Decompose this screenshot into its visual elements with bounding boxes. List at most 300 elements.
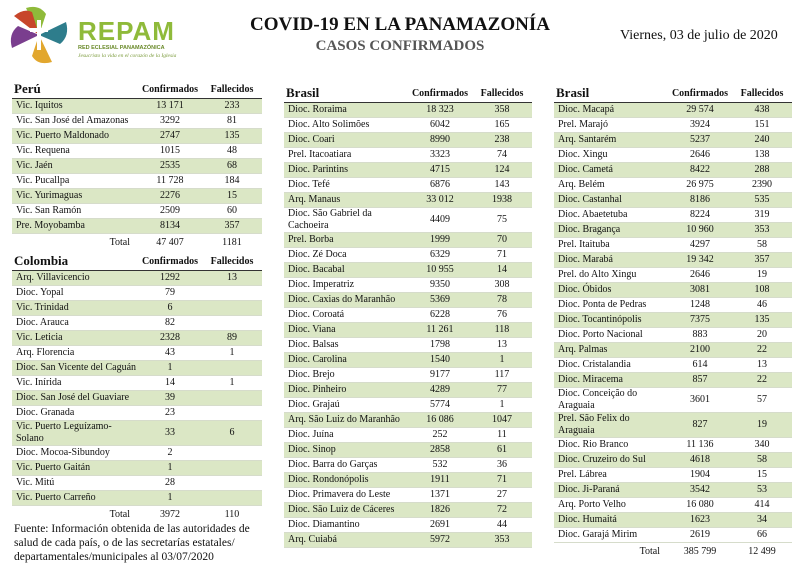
table-row <box>554 238 792 253</box>
diocese-name: Dioc. Bragança <box>554 223 668 238</box>
confirmed-value: 11 728 <box>138 174 202 189</box>
confirmed-value: 13 171 <box>138 99 202 114</box>
diocese-name: Dioc. Juína <box>284 428 408 443</box>
colombia-table <box>12 252 262 524</box>
table-row <box>12 331 262 346</box>
confirmed-value: 1 <box>138 461 202 476</box>
table-row <box>284 533 532 548</box>
page-subtitle: CASOS CONFIRMADOS <box>315 38 485 54</box>
table-row <box>284 133 532 148</box>
table-row <box>284 353 532 368</box>
confirmed-value: 11 261 <box>408 323 472 338</box>
confirmed-value: 2509 <box>138 204 202 219</box>
table-row <box>554 133 792 148</box>
deaths-value: 135 <box>202 129 262 144</box>
diocese-name: Arq. Palmas <box>554 343 668 358</box>
diocese-name: Dioc. Porto Nacional <box>554 328 668 343</box>
deaths-value: 414 <box>732 498 792 513</box>
confirmed-value: 3601 <box>668 388 732 413</box>
confirmed-value: 3292 <box>138 114 202 129</box>
diocese-name: Arq. Florencia <box>12 346 138 361</box>
total-deaths: 12 499 <box>748 546 776 557</box>
table-row <box>12 219 262 234</box>
diocese-name: Dioc. San José del Guaviare <box>12 391 138 406</box>
diocese-name: Dioc. Cametá <box>554 163 668 178</box>
table-row <box>284 148 532 163</box>
table-row <box>554 358 792 373</box>
table-row <box>284 308 532 323</box>
confirmed-value: 532 <box>408 458 472 473</box>
diocese-name: Arq. São Luiz do Maranhão <box>284 413 408 428</box>
deaths-value: 124 <box>472 163 532 178</box>
confirmed-value: 14 <box>138 376 202 391</box>
deaths-value: 20 <box>732 328 792 343</box>
confirmed-value: 6876 <box>408 178 472 193</box>
table-header <box>12 80 262 99</box>
table-row <box>284 488 532 503</box>
diocese-name: Dioc. Conceição do Araguaia <box>554 388 668 413</box>
deaths-value: 358 <box>472 103 532 118</box>
deaths-value: 71 <box>472 248 532 263</box>
diocese-name: Arq. Cuiabá <box>284 533 408 548</box>
table-row <box>12 446 262 461</box>
confirmed-value: 7375 <box>668 313 732 328</box>
diocese-name: Dioc. Brejo <box>284 368 408 383</box>
confirmed-value: 2858 <box>408 443 472 458</box>
table-row <box>284 338 532 353</box>
diocese-name: Dioc. Sinop <box>284 443 408 458</box>
table-row <box>554 223 792 238</box>
deaths-value: 60 <box>202 204 262 219</box>
deaths-value: 14 <box>472 263 532 278</box>
diocese-name: Dioc. Arauca <box>12 316 138 331</box>
deaths-value: 1 <box>472 353 532 368</box>
deaths-value: 1 <box>202 376 262 391</box>
deaths-value: 66 <box>732 528 792 543</box>
diocese-name: Vic. Puerto Gaitán <box>12 461 138 476</box>
deaths-header: Fallecidos <box>202 252 262 271</box>
table-header <box>284 84 532 103</box>
table-body <box>284 103 532 548</box>
deaths-value: 58 <box>732 453 792 468</box>
diocese-name: Vic. Jaén <box>12 159 138 174</box>
table-row <box>12 144 262 159</box>
confirmed-value: 5774 <box>408 398 472 413</box>
deaths-value: 184 <box>202 174 262 189</box>
diocese-name: Vic. Mitú <box>12 476 138 491</box>
deaths-value: 143 <box>472 178 532 193</box>
table-row <box>554 193 792 208</box>
table-row <box>12 406 262 421</box>
diocese-name: Dioc. Viana <box>284 323 408 338</box>
deaths-value <box>202 316 262 331</box>
table-row <box>554 118 792 133</box>
confirmed-value: 28 <box>138 476 202 491</box>
confirmed-header: Confirmados <box>138 80 202 99</box>
confirmed-value: 16 080 <box>668 498 732 513</box>
confirmed-value: 3542 <box>668 483 732 498</box>
diocese-name: Dioc. Barra do Garças <box>284 458 408 473</box>
diocese-name: Dioc. Garajá Mirim <box>554 528 668 543</box>
table-row <box>554 498 792 513</box>
confirmed-value: 6329 <box>408 248 472 263</box>
deaths-value: 535 <box>732 193 792 208</box>
deaths-value: 76 <box>472 308 532 323</box>
diocese-name: Vic. Leticia <box>12 331 138 346</box>
confirmed-value: 2747 <box>138 129 202 144</box>
diocese-name: Dioc. Ponta de Pedras <box>554 298 668 313</box>
diocese-name: Vic. Puerto Carreño <box>12 491 138 506</box>
diocese-name: Prel. Itacoatiara <box>284 148 408 163</box>
total-confirmed: 3972 <box>160 509 180 520</box>
deaths-value: 108 <box>732 283 792 298</box>
table-row <box>284 163 532 178</box>
diocese-name: Prel. Borba <box>284 233 408 248</box>
deaths-value <box>202 361 262 376</box>
diocese-name: Vic. San José del Amazonas <box>12 114 138 129</box>
table-row <box>12 376 262 391</box>
table-row <box>554 483 792 498</box>
diocese-name: Dioc. Cristalandia <box>554 358 668 373</box>
table-row <box>284 428 532 443</box>
confirmed-value: 2646 <box>668 268 732 283</box>
table-row <box>554 178 792 193</box>
total-label: Total <box>109 237 130 248</box>
deaths-value: 36 <box>472 458 532 473</box>
table-row <box>554 298 792 313</box>
logo-tagline: Jesucristo la vida en el corazón de la Iglesia <box>78 53 177 59</box>
deaths-value: 438 <box>732 103 792 118</box>
confirmed-value: 11 136 <box>668 438 732 453</box>
deaths-value: 6 <box>202 421 262 446</box>
confirmed-value: 1540 <box>408 353 472 368</box>
deaths-value: 319 <box>732 208 792 223</box>
deaths-value: 11 <box>472 428 532 443</box>
deaths-value: 57 <box>732 388 792 413</box>
deaths-value: 48 <box>202 144 262 159</box>
confirmed-value: 18 323 <box>408 103 472 118</box>
diocese-name: Dioc. Xingu <box>554 148 668 163</box>
diocese-name: Dioc. São Gabriel da Cachoeira <box>284 208 408 233</box>
diocese-name: Dioc. São Luiz de Cáceres <box>284 503 408 518</box>
deaths-value <box>202 301 262 316</box>
confirmed-value: 4289 <box>408 383 472 398</box>
confirmed-value: 79 <box>138 286 202 301</box>
diocese-name: Dioc. Imperatriz <box>284 278 408 293</box>
diocese-name: Dioc. Coroatá <box>284 308 408 323</box>
table-row <box>284 443 532 458</box>
logo-text: REPAM <box>78 16 175 46</box>
table-body <box>12 99 262 253</box>
header-row <box>12 252 262 271</box>
diocese-name: Arq. Belém <box>554 178 668 193</box>
confirmed-value: 1248 <box>668 298 732 313</box>
table-row <box>12 391 262 406</box>
confirmed-value: 9177 <box>408 368 472 383</box>
table-row <box>12 361 262 376</box>
deaths-value: 165 <box>472 118 532 133</box>
report-date: Viernes, 03 de julio de 2020 <box>620 28 778 43</box>
confirmed-value: 2691 <box>408 518 472 533</box>
confirmed-header: Confirmados <box>668 84 732 103</box>
diocese-name: Dioc. Abaetetuba <box>554 208 668 223</box>
deaths-value: 1938 <box>472 193 532 208</box>
diocese-name: Dioc. San Vicente del Caguán <box>12 361 138 376</box>
diocese-name: Dioc. Castanhal <box>554 193 668 208</box>
deaths-value: 71 <box>472 473 532 488</box>
diocese-name: Dioc. Rondonópolis <box>284 473 408 488</box>
confirmed-value: 3924 <box>668 118 732 133</box>
table-row <box>284 473 532 488</box>
confirmed-value: 2535 <box>138 159 202 174</box>
table-body <box>12 271 262 525</box>
deaths-value: 357 <box>202 219 262 234</box>
confirmed-value: 6228 <box>408 308 472 323</box>
total-confirmed: 385 799 <box>683 546 717 557</box>
diocese-name: Dioc. Miracema <box>554 373 668 388</box>
table-row <box>554 413 792 438</box>
diocese-name: Dioc. Pinheiro <box>284 383 408 398</box>
diocese-name: Vic. San Ramón <box>12 204 138 219</box>
deaths-value: 1 <box>472 398 532 413</box>
deaths-value: 34 <box>732 513 792 528</box>
deaths-value: 118 <box>472 323 532 338</box>
table-row <box>284 118 532 133</box>
table-row <box>284 248 532 263</box>
deaths-value: 15 <box>202 189 262 204</box>
diocese-name: Dioc. Tefé <box>284 178 408 193</box>
table-row <box>284 368 532 383</box>
confirmed-value: 1623 <box>668 513 732 528</box>
diocese-name: Vic. Iquitos <box>12 99 138 114</box>
deaths-value: 53 <box>732 483 792 498</box>
deaths-value: 13 <box>732 358 792 373</box>
table-row <box>554 328 792 343</box>
confirmed-value: 1371 <box>408 488 472 503</box>
deaths-value: 151 <box>732 118 792 133</box>
diocese-name: Dioc. Carolina <box>284 353 408 368</box>
deaths-value: 19 <box>732 268 792 283</box>
deaths-value <box>202 491 262 506</box>
table-row <box>284 278 532 293</box>
total-label: Total <box>639 546 660 557</box>
confirmed-value: 10 960 <box>668 223 732 238</box>
total-confirmed: 47 407 <box>156 237 184 248</box>
table-row <box>284 413 532 428</box>
table-row <box>12 271 262 286</box>
deaths-value: 2390 <box>732 178 792 193</box>
diocese-name: Arq. Santarém <box>554 133 668 148</box>
deaths-value <box>202 391 262 406</box>
deaths-header: Fallecidos <box>202 80 262 99</box>
table-row <box>554 388 792 413</box>
confirmed-value: 857 <box>668 373 732 388</box>
deaths-value: 1 <box>202 346 262 361</box>
diocese-name: Prel. Lábrea <box>554 468 668 483</box>
deaths-value: 13 <box>472 338 532 353</box>
diocese-name: Prel. Marajó <box>554 118 668 133</box>
diocese-name: Dioc. Coari <box>284 133 408 148</box>
deaths-value: 19 <box>732 413 792 438</box>
table-row <box>554 253 792 268</box>
confirmed-value: 4409 <box>408 208 472 233</box>
confirmed-value: 8990 <box>408 133 472 148</box>
table-row <box>284 323 532 338</box>
country-name: Colombia <box>12 252 138 271</box>
confirmed-value: 8134 <box>138 219 202 234</box>
confirmed-value: 2619 <box>668 528 732 543</box>
page-title: COVID-19 EN LA PANAMAZONÍA <box>250 14 550 35</box>
deaths-value: 357 <box>732 253 792 268</box>
diocese-name: Dioc. Rio Branco <box>554 438 668 453</box>
country-name: Brasil <box>284 84 408 103</box>
diocese-name: Dioc. Ji-Paraná <box>554 483 668 498</box>
header-row <box>12 80 262 99</box>
table-row <box>12 286 262 301</box>
confirmed-value: 33 012 <box>408 193 472 208</box>
table-row <box>554 438 792 453</box>
deaths-value: 308 <box>472 278 532 293</box>
deaths-value: 288 <box>732 163 792 178</box>
table-row <box>554 268 792 283</box>
diocese-name: Vic. Puerto Leguízamo-Solano <box>12 421 138 446</box>
diocese-name: Arq. Manaus <box>284 193 408 208</box>
header-row <box>554 84 792 103</box>
deaths-value: 353 <box>472 533 532 548</box>
table-row <box>12 346 262 361</box>
deaths-value <box>202 286 262 301</box>
confirmed-value: 1798 <box>408 338 472 353</box>
table-body <box>554 103 792 562</box>
diocese-name: Dioc. Zé Doca <box>284 248 408 263</box>
deaths-header: Fallecidos <box>472 84 532 103</box>
diocese-name: Vic. Pucallpa <box>12 174 138 189</box>
confirmed-value: 1 <box>138 361 202 376</box>
diocese-name: Vic. Trinidad <box>12 301 138 316</box>
confirmed-value: 6 <box>138 301 202 316</box>
table-row <box>554 453 792 468</box>
diocese-name: Vic. Inírida <box>12 376 138 391</box>
table-row <box>12 461 262 476</box>
deaths-value: 81 <box>202 114 262 129</box>
confirmed-value: 2646 <box>668 148 732 163</box>
confirmed-value: 4297 <box>668 238 732 253</box>
table-row <box>554 528 792 543</box>
confirmed-value: 3081 <box>668 283 732 298</box>
table-row <box>554 148 792 163</box>
confirmed-value: 1 <box>138 491 202 506</box>
deaths-value: 75 <box>472 208 532 233</box>
confirmed-value: 8224 <box>668 208 732 223</box>
confirmed-value: 26 975 <box>668 178 732 193</box>
table-row <box>284 193 532 208</box>
table-row <box>554 163 792 178</box>
table-row <box>554 513 792 528</box>
diocese-name: Dioc. Diamantino <box>284 518 408 533</box>
logo-subtitle: RED ECLESIAL PANAMAZÓNICA <box>78 45 165 51</box>
deaths-value: 340 <box>732 438 792 453</box>
diocese-name: Dioc. Cruzeiro do Sul <box>554 453 668 468</box>
diocese-name: Dioc. Macapá <box>554 103 668 118</box>
confirmed-value: 2100 <box>668 343 732 358</box>
table-row <box>12 491 262 506</box>
table-row <box>554 208 792 223</box>
confirmed-value: 1904 <box>668 468 732 483</box>
diocese-name: Dioc. Balsas <box>284 338 408 353</box>
confirmed-value: 5369 <box>408 293 472 308</box>
diocese-name: Dioc. Mocoa-Sibundoy <box>12 446 138 461</box>
diocese-name: Dioc. Bacabal <box>284 263 408 278</box>
table-header <box>554 84 792 103</box>
confirmed-header: Confirmados <box>138 252 202 271</box>
cross-leaf-icon <box>6 4 72 66</box>
confirmed-value: 39 <box>138 391 202 406</box>
total-label: Total <box>109 509 130 520</box>
confirmed-value: 2328 <box>138 331 202 346</box>
total-deaths: 1181 <box>222 237 242 248</box>
deaths-value: 353 <box>732 223 792 238</box>
table-row <box>284 398 532 413</box>
deaths-value: 89 <box>202 331 262 346</box>
confirmed-value: 8422 <box>668 163 732 178</box>
table-row <box>284 208 532 233</box>
diocese-name: Prel. São Felix do Araguaia <box>554 413 668 438</box>
confirmed-value: 252 <box>408 428 472 443</box>
total-deaths: 110 <box>224 509 240 520</box>
diocese-name: Prel. do Alto Xingu <box>554 268 668 283</box>
deaths-value: 13 <box>202 271 262 286</box>
diocese-name: Vic. Requena <box>12 144 138 159</box>
table-row <box>284 458 532 473</box>
deaths-value: 44 <box>472 518 532 533</box>
table-row <box>554 283 792 298</box>
deaths-value: 238 <box>472 133 532 148</box>
diocese-name: Vic. Yurimaguas <box>12 189 138 204</box>
table-row <box>554 373 792 388</box>
table-row <box>284 178 532 193</box>
table-row <box>12 189 262 204</box>
table-row <box>12 476 262 491</box>
confirmed-value: 10 955 <box>408 263 472 278</box>
diocese-name: Dioc. Óbidos <box>554 283 668 298</box>
diocese-name: Arq. Villavicencio <box>12 271 138 286</box>
confirmed-value: 29 574 <box>668 103 732 118</box>
deaths-value: 46 <box>732 298 792 313</box>
deaths-header: Fallecidos <box>732 84 792 103</box>
table-row <box>284 233 532 248</box>
table-row <box>12 114 262 129</box>
table-row <box>12 316 262 331</box>
table-row <box>284 383 532 398</box>
deaths-value: 27 <box>472 488 532 503</box>
confirmed-value: 6042 <box>408 118 472 133</box>
confirmed-value: 2 <box>138 446 202 461</box>
source-footnote: Fuente: Información obtenida de las autoridades de salud de cada país, o de las secretarías estatales/ departamentales/municipales al 03/07/2020 <box>14 523 250 563</box>
deaths-value: 138 <box>732 148 792 163</box>
table-row <box>12 301 262 316</box>
diocese-name: Prel. Itaituba <box>554 238 668 253</box>
deaths-value: 70 <box>472 233 532 248</box>
deaths-value: 233 <box>202 99 262 114</box>
diocese-name: Dioc. Parintins <box>284 163 408 178</box>
table-row <box>12 421 262 446</box>
confirmed-value: 1292 <box>138 271 202 286</box>
brasil-table-1 <box>284 84 532 548</box>
confirmed-value: 1911 <box>408 473 472 488</box>
diocese-name: Arq. Porto Velho <box>554 498 668 513</box>
table-row <box>284 518 532 533</box>
deaths-value <box>202 461 262 476</box>
